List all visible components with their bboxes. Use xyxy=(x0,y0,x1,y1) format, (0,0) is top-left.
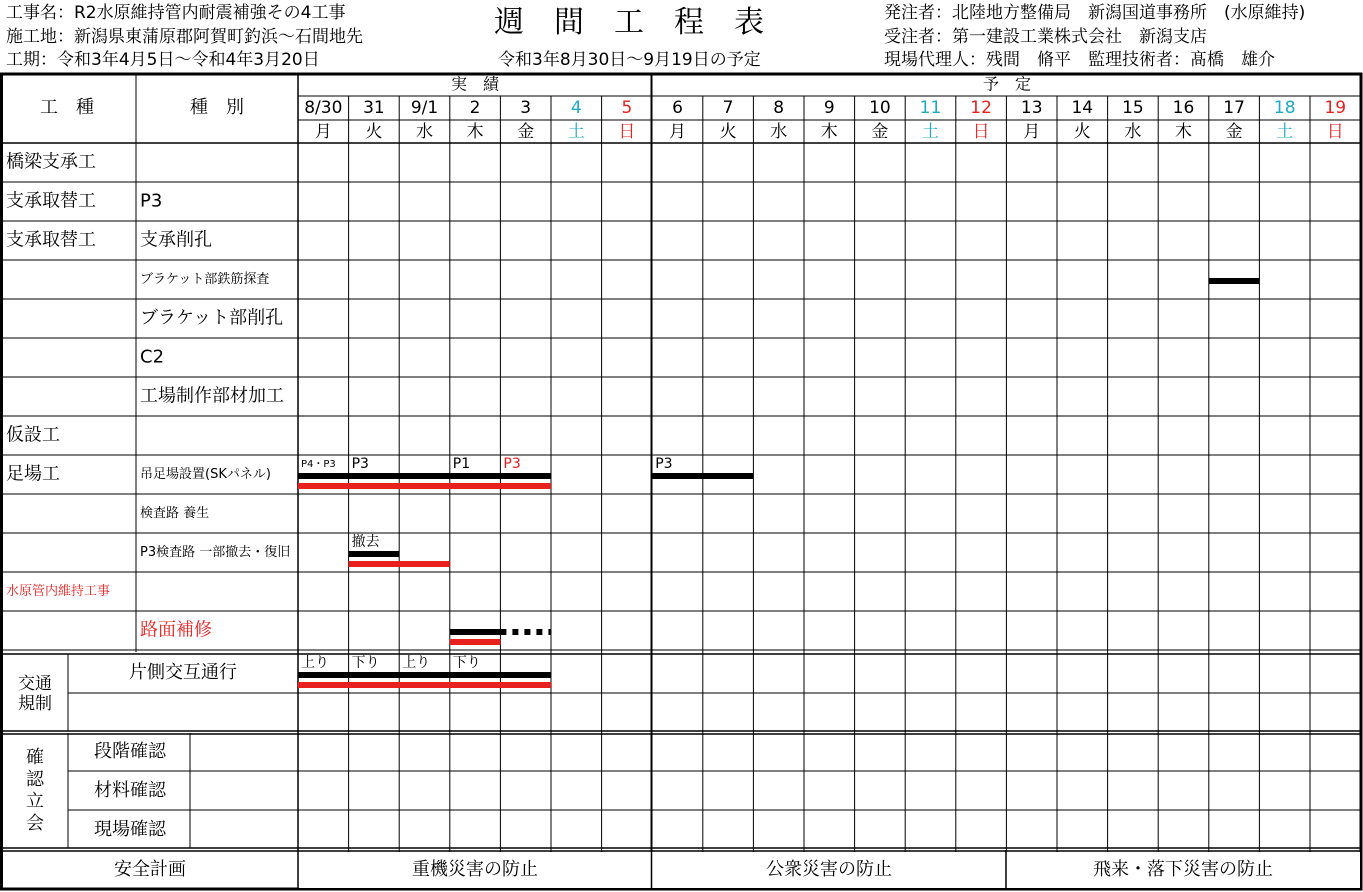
day-weekday: 木 xyxy=(820,122,838,142)
traffic-one-way: 片側交互通行 xyxy=(129,662,237,683)
bar-label: 撤去 xyxy=(351,534,380,550)
day-date: 17 xyxy=(1223,98,1245,118)
row-type: C2 xyxy=(140,346,165,368)
traffic-title: 交通 xyxy=(18,674,52,694)
construction-period: 工期：令和3年4月5日～令和4年3月20日 xyxy=(6,50,320,70)
row-type: ブラケット部削孔 xyxy=(140,307,284,329)
day-weekday: 火 xyxy=(1073,122,1091,142)
row-kind: 水原管内維持工事 xyxy=(6,584,111,599)
row-type: 支承削孔 xyxy=(140,229,212,251)
confirm-title: 立 xyxy=(26,791,44,812)
day-date: 13 xyxy=(1020,98,1043,118)
day-weekday: 木 xyxy=(1175,122,1192,142)
day-weekday: 月 xyxy=(1023,122,1041,142)
day-weekday: 月 xyxy=(669,122,686,142)
day-date: 8 xyxy=(773,98,785,118)
day-date: 4 xyxy=(570,98,582,118)
day-weekday: 金 xyxy=(1225,122,1243,142)
day-date: 5 xyxy=(621,98,633,118)
day-date: 16 xyxy=(1172,98,1195,118)
row-kind: 仮設工 xyxy=(6,424,60,446)
day-weekday: 金 xyxy=(871,122,889,142)
day-weekday: 土 xyxy=(567,122,585,142)
day-weekday: 火 xyxy=(365,122,383,142)
orderer: 発注者：北陸地方整備局 新潟国道事務所 (水原維持) xyxy=(884,3,1306,23)
day-date: 9/1 xyxy=(410,98,439,118)
day-date: 11 xyxy=(919,98,942,118)
day-date: 15 xyxy=(1122,98,1144,118)
row-type: ブラケット部鉄筋探査 xyxy=(140,272,270,287)
row-kind: 支承取替工 xyxy=(6,229,96,251)
bar-label: P3 xyxy=(655,456,673,472)
confirm-title: 認 xyxy=(26,769,44,790)
day-weekday: 水 xyxy=(1124,122,1142,142)
row-type: 吊足場設置(SKパネル) xyxy=(140,467,271,482)
bar-label: P3 xyxy=(503,456,521,472)
site-managers: 現場代理人：残間 脩平 監理技術者：髙橋 雄介 xyxy=(884,50,1275,70)
day-weekday: 日 xyxy=(618,122,636,142)
safety-item: 公衆災害の防止 xyxy=(766,859,892,880)
day-date: 9 xyxy=(823,98,835,118)
day-weekday: 土 xyxy=(922,122,939,142)
header-kind: 工 種 xyxy=(40,97,94,118)
row-kind: 支承取替工 xyxy=(6,190,96,212)
day-date: 3 xyxy=(520,98,532,118)
day-date: 6 xyxy=(672,98,683,118)
row-type: P3検査路 一部撤去・復旧 xyxy=(140,545,291,560)
day-weekday: 土 xyxy=(1276,122,1294,142)
contractor: 受注者：第一建設工業株式会社 新潟支店 xyxy=(884,27,1207,47)
day-date: 18 xyxy=(1273,98,1296,118)
day-date: 7 xyxy=(722,98,734,118)
day-date: 19 xyxy=(1324,98,1347,118)
day-weekday: 水 xyxy=(770,122,788,142)
safety-title: 安全計画 xyxy=(114,859,186,880)
safety-item: 飛来・落下災害の防止 xyxy=(1093,859,1273,880)
day-weekday: 金 xyxy=(517,122,535,142)
project-name: 工事名：R2水原維持管内耐震補強その4工事 xyxy=(6,3,346,23)
bar-label: 下り xyxy=(452,655,481,671)
bar-label: 上り xyxy=(301,655,329,671)
row-kind: 橋梁支承工 xyxy=(6,151,96,173)
day-weekday: 木 xyxy=(466,122,484,142)
row-type: 工場制作部材加工 xyxy=(140,385,284,407)
construction-site: 施工地：新潟県東蒲原郡阿賀町釣浜～石間地先 xyxy=(6,27,363,47)
header-actual: 実 績 xyxy=(450,74,500,94)
row-type: 路面補修 xyxy=(140,619,212,641)
confirm-item: 現場確認 xyxy=(94,819,166,840)
confirm-item: 段階確認 xyxy=(94,741,166,762)
bar-label: 下り xyxy=(351,655,380,671)
safety-item: 重機災害の防止 xyxy=(412,859,538,880)
day-weekday: 火 xyxy=(719,122,737,142)
day-weekday: 水 xyxy=(416,122,433,142)
page-title: 週 間 工 程 表 xyxy=(494,5,764,40)
day-date: 31 xyxy=(363,98,385,118)
schedule-period: 令和3年8月30日～9月19日の予定 xyxy=(498,50,761,70)
bar-label: 上り xyxy=(402,655,431,671)
day-weekday: 日 xyxy=(972,122,990,142)
bar-label: P4・P3 xyxy=(301,459,336,470)
bar-label: P1 xyxy=(452,456,471,472)
day-date: 12 xyxy=(970,98,992,118)
header-plan: 予 定 xyxy=(982,74,1032,94)
day-date: 8/30 xyxy=(304,98,343,118)
row-type: 検査路 養生 xyxy=(140,506,210,521)
day-date: 2 xyxy=(469,98,481,118)
row-type: P3 xyxy=(140,190,163,212)
confirm-title: 確 xyxy=(26,747,44,768)
day-date: 14 xyxy=(1071,98,1094,118)
day-date: 10 xyxy=(869,98,891,118)
day-weekday: 月 xyxy=(314,122,332,142)
confirm-item: 材料確認 xyxy=(94,780,166,801)
day-weekday: 日 xyxy=(1326,122,1344,142)
header-type: 種 別 xyxy=(190,97,244,118)
traffic-title: 規制 xyxy=(18,694,52,714)
bar-label: P3 xyxy=(351,456,369,472)
confirm-title: 会 xyxy=(26,813,44,834)
row-kind: 足場工 xyxy=(6,463,60,485)
